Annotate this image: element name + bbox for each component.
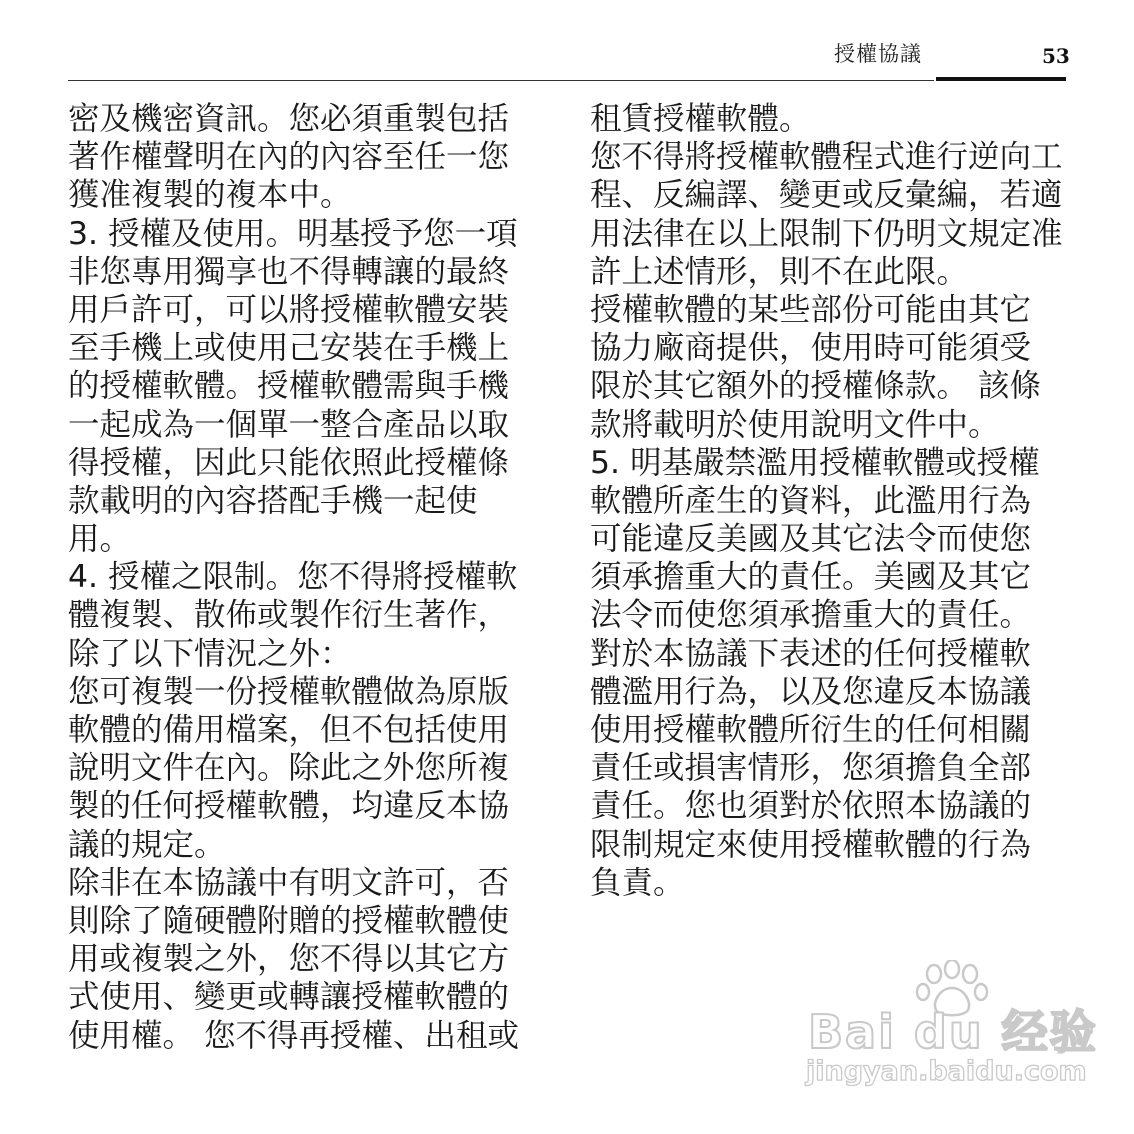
text-line: 許上述情形，則不在此限。 xyxy=(590,253,969,290)
text-line: 責任或損害情形，您須擔負全部 xyxy=(590,750,1032,787)
text-line: 使用授權軟體所衍生的任何相關 xyxy=(590,712,1032,748)
text-line: 責任。您也須對於依照本協議的 xyxy=(590,788,1032,825)
page-number: 53 xyxy=(1042,44,1070,68)
text-line: 則除了隨硬體附贈的授權軟體使 xyxy=(68,902,510,939)
text-line: 租賃授權軟體。 xyxy=(590,101,811,137)
text-line: 授權軟體的某些部份可能由其它 xyxy=(590,291,1032,328)
text-line: 使用權。 您不得再授權、出租或 xyxy=(68,1017,520,1054)
text-line: 程、反編譯、變更或反彙編，若適 xyxy=(590,177,1063,214)
header-rule-accent xyxy=(936,77,1066,81)
text-line: 4. 授權之限制。您不得將授權軟 xyxy=(68,559,518,596)
text-line: 獲准複製的複本中。 xyxy=(68,177,352,214)
text-line: 體濫用行為，以及您違反本協議 xyxy=(590,673,1032,710)
text-line: 式使用、變更或轉讓授權軟體的 xyxy=(68,979,510,1016)
text-line: 須承擔重大的責任。美國及其它 xyxy=(590,559,1032,596)
left-text-column xyxy=(68,100,530,1055)
text-line: 協力廠商提供，使用時可能須受 xyxy=(590,330,1032,367)
text-line: 限於其它額外的授權條款。 該條 xyxy=(590,368,1042,405)
text-line: 對於本協議下表述的任何授權軟 xyxy=(590,635,1032,672)
text-line: 您不得將授權軟體程式進行逆向工 xyxy=(590,139,1063,176)
header-title: 授權協議 xyxy=(834,42,922,66)
text-line: 負責。 xyxy=(590,864,685,901)
text-line: 體複製、散佈或製作衍生著作， xyxy=(68,597,510,634)
text-line: 的授權軟體。授權軟體需與手機 xyxy=(68,368,510,405)
text-line: 除了以下情況之外： xyxy=(68,635,352,672)
text-line: 您可複製一份授權軟體做為原版 xyxy=(68,673,510,710)
text-line: 限制規定來使用授權軟體的行為 xyxy=(590,826,1032,863)
text-line: 用或複製之外，您不得以其它方 xyxy=(68,941,510,978)
text-line: 著作權聲明在內的內容至任一您 xyxy=(68,139,510,176)
header-rule xyxy=(68,80,934,81)
text-line: 可能違反美國及其它法令而使您 xyxy=(590,521,1032,558)
text-line: 法令而使您須承擔重大的責任。 xyxy=(590,597,1032,634)
text-line: 說明文件在內。除此之外您所複 xyxy=(68,750,510,787)
text-line: 款載明的內容搭配手機一起使 xyxy=(68,482,478,519)
text-line: 用戶許可，可以將授權軟體安裝 xyxy=(68,291,510,328)
right-text-column xyxy=(590,100,1070,902)
text-line: 用法律在以上限制下仍明文規定准 xyxy=(590,215,1063,252)
text-line: 密及機密資訊。您必須重製包括 xyxy=(68,101,510,137)
text-line: 3. 授權及使用。明基授予您一項 xyxy=(68,215,518,252)
text-line: 用。 xyxy=(68,521,132,558)
text-line: 5. 明基嚴禁濫用授權軟體或授權 xyxy=(590,444,1040,481)
watermark-brand: Bai du 经验 xyxy=(808,1005,1098,1059)
text-line: 得授權，因此只能依照此授權條 xyxy=(68,444,510,481)
text-line: 至手機上或使用己安裝在手機上 xyxy=(68,330,510,367)
text-line: 軟體所產生的資料，此濫用行為 xyxy=(590,482,1032,519)
text-line: 議的規定。 xyxy=(68,826,226,863)
baidu-jingyan-watermark xyxy=(800,960,1098,1090)
text-line: 軟體的備用檔案，但不包括使用 xyxy=(68,712,510,748)
text-line: 製的任何授權軟體，均違反本協 xyxy=(68,788,510,825)
watermark-url: jingyan.baidu.com xyxy=(806,1056,1087,1087)
text-line: 除非在本協議中有明文許可，否 xyxy=(68,864,510,901)
text-line: 款將載明於使用說明文件中。 xyxy=(590,406,1000,443)
text-line: 非您專用獨享也不得轉讓的最終 xyxy=(68,253,510,290)
text-line: 一起成為一個單一整合產品以取 xyxy=(68,406,510,443)
